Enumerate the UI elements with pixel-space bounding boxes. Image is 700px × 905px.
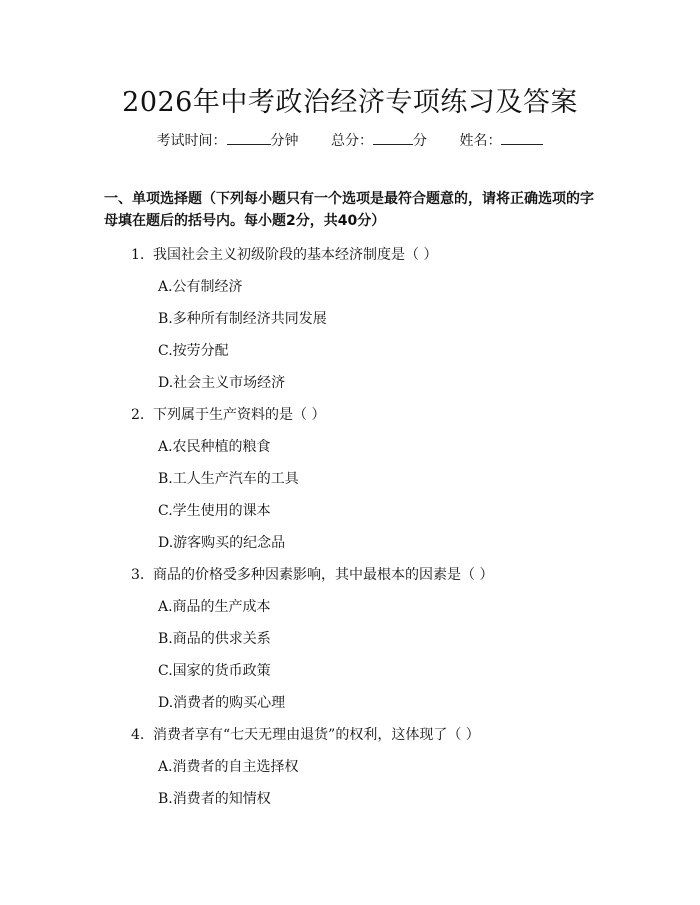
name-label: 姓名： [459, 133, 502, 149]
question-1-option-d: D.社会主义市场经济 [158, 375, 286, 391]
question-3-option-c: C.国家的货币政策 [158, 663, 271, 679]
question-3-option-d: D.消费者的购买心理 [158, 695, 286, 711]
question-stem: 商品的价格受多种因素影响，其中最根本的因素是（ ） [153, 567, 494, 583]
section-heading: 一、单项选择题（下列每小题只有一个选项是最符合题意的，请将正确选项的字母填在题后的括号内。每小题2分，共40分） [104, 191, 594, 229]
question-2-option-c: C.学生使用的课本 [158, 503, 271, 519]
question-3 [131, 564, 493, 584]
question-number: 4. [131, 727, 145, 743]
question-stem: 消费者享有“七天无理由退货”的权利，这体现了（ ） [153, 727, 480, 743]
total-score-label: 总分： [331, 133, 373, 149]
question-number: 1. [131, 247, 145, 263]
question-number: 2. [131, 407, 145, 423]
question-2-option-a: A.农民种植的粮食 [158, 439, 271, 455]
question-3-option-b: B.商品的供求关系 [158, 631, 271, 647]
question-1 [131, 244, 437, 264]
question-2-option-d: D.游客购买的纪念品 [158, 535, 286, 551]
page-title: 2026年中考政治经济专项练习及答案 [122, 87, 578, 118]
question-2-option-b: B.工人生产汽车的工具 [158, 471, 299, 487]
question-number: 3. [131, 567, 145, 583]
question-stem: 下列属于生产资料的是（ ） [153, 407, 326, 423]
question-4-option-b: B.消费者的知情权 [158, 791, 271, 807]
exam-time-label: 考试时间： [156, 133, 227, 149]
total-score-unit: 分 [413, 133, 427, 149]
question-3-option-a: A.商品的生产成本 [158, 599, 271, 615]
question-1-option-c: C.按劳分配 [158, 343, 229, 359]
question-1-option-a: A.公有制经济 [158, 279, 243, 295]
question-4 [131, 724, 480, 744]
question-4-option-a: A.消费者的自主选择权 [158, 759, 299, 775]
question-stem: 我国社会主义初级阶段的基本经济制度是（ ） [153, 247, 438, 263]
question-2 [131, 404, 325, 424]
question-1-option-b: B.多种所有制经济共同发展 [158, 311, 327, 327]
exam-time-unit: 分钟 [270, 133, 299, 149]
